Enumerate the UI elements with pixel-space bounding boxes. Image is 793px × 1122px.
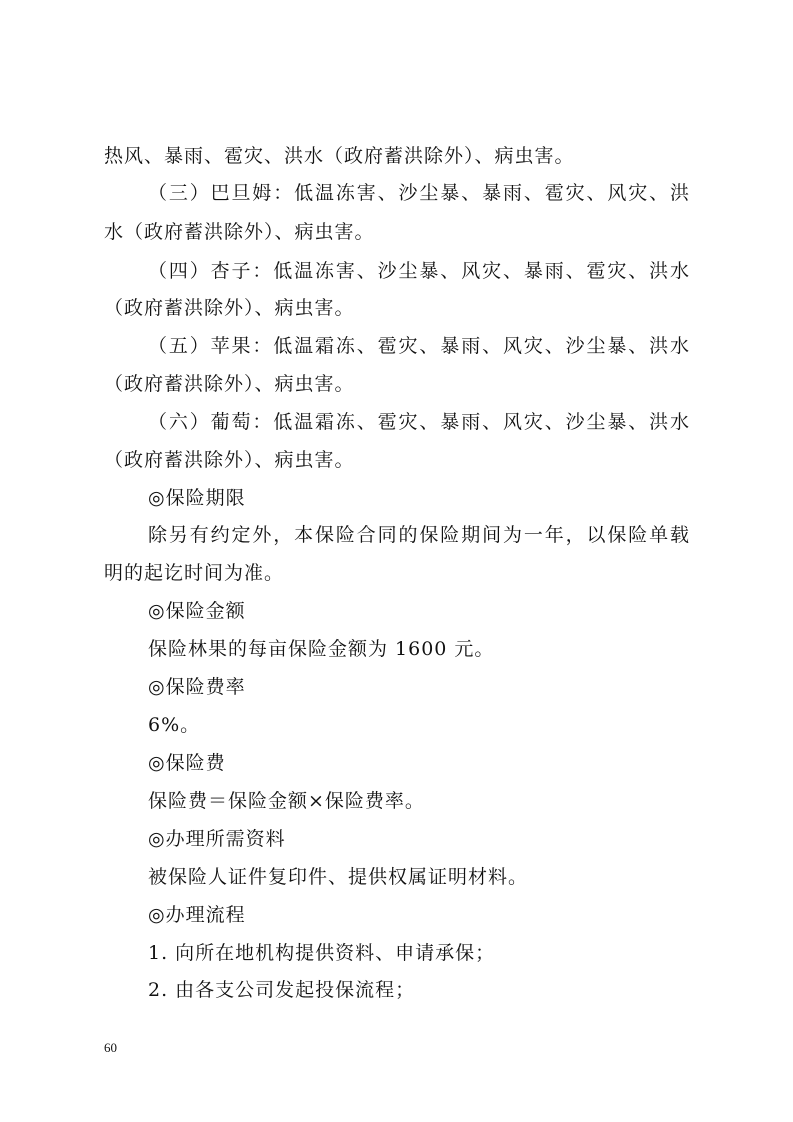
text-line: 被保险人证件复印件、提供权属证明材料。	[148, 866, 529, 888]
text-line: （政府蓄洪除外）、病虫害。	[104, 297, 355, 319]
text-line: （政府蓄洪除外）、病虫害。	[104, 449, 355, 471]
text-line: 保险费＝保险金额×保险费率。	[148, 790, 425, 812]
text-line: 热风、暴雨、雹灾、洪水（政府蓄洪除外）、病虫害。	[104, 145, 575, 167]
text-line: （六）葡萄：低温霜冻、雹灾、暴雨、风灾、沙尘暴、洪水	[148, 411, 690, 433]
text-line: 明的起讫时间为准。	[104, 562, 285, 584]
text-line: 6%。	[148, 714, 201, 736]
text-line: （三）巴旦姆：低温冻害、沙尘暴、暴雨、雹灾、风灾、洪	[148, 182, 690, 204]
section-heading: ◎保险费	[148, 752, 226, 774]
text-line: 除另有约定外，本保险合同的保险期间为一年，以保险单载	[148, 524, 690, 546]
text-line: （四）杏子：低温冻害、沙尘暴、风灾、暴雨、雹灾、洪水	[148, 260, 690, 282]
list-item: 2. 由各支公司发起投保流程；	[148, 979, 416, 1001]
page-number: 60	[104, 1040, 117, 1055]
section-heading: ◎保险费率	[148, 676, 246, 698]
text-line: 保险林果的每亩保险金额为 1600 元。	[148, 638, 495, 660]
section-heading: ◎保险金额	[148, 600, 246, 622]
text-line: （政府蓄洪除外）、病虫害。	[104, 373, 355, 395]
section-heading: ◎办理所需资料	[148, 828, 286, 850]
section-heading: ◎保险期限	[148, 487, 246, 509]
list-item: 1. 向所在地机构提供资料、申请承保；	[148, 942, 496, 964]
text-line: （五）苹果：低温霜冻、雹灾、暴雨、风灾、沙尘暴、洪水	[148, 335, 690, 357]
text-line: 水（政府蓄洪除外）、病虫害。	[104, 221, 375, 243]
section-heading: ◎办理流程	[148, 904, 246, 926]
